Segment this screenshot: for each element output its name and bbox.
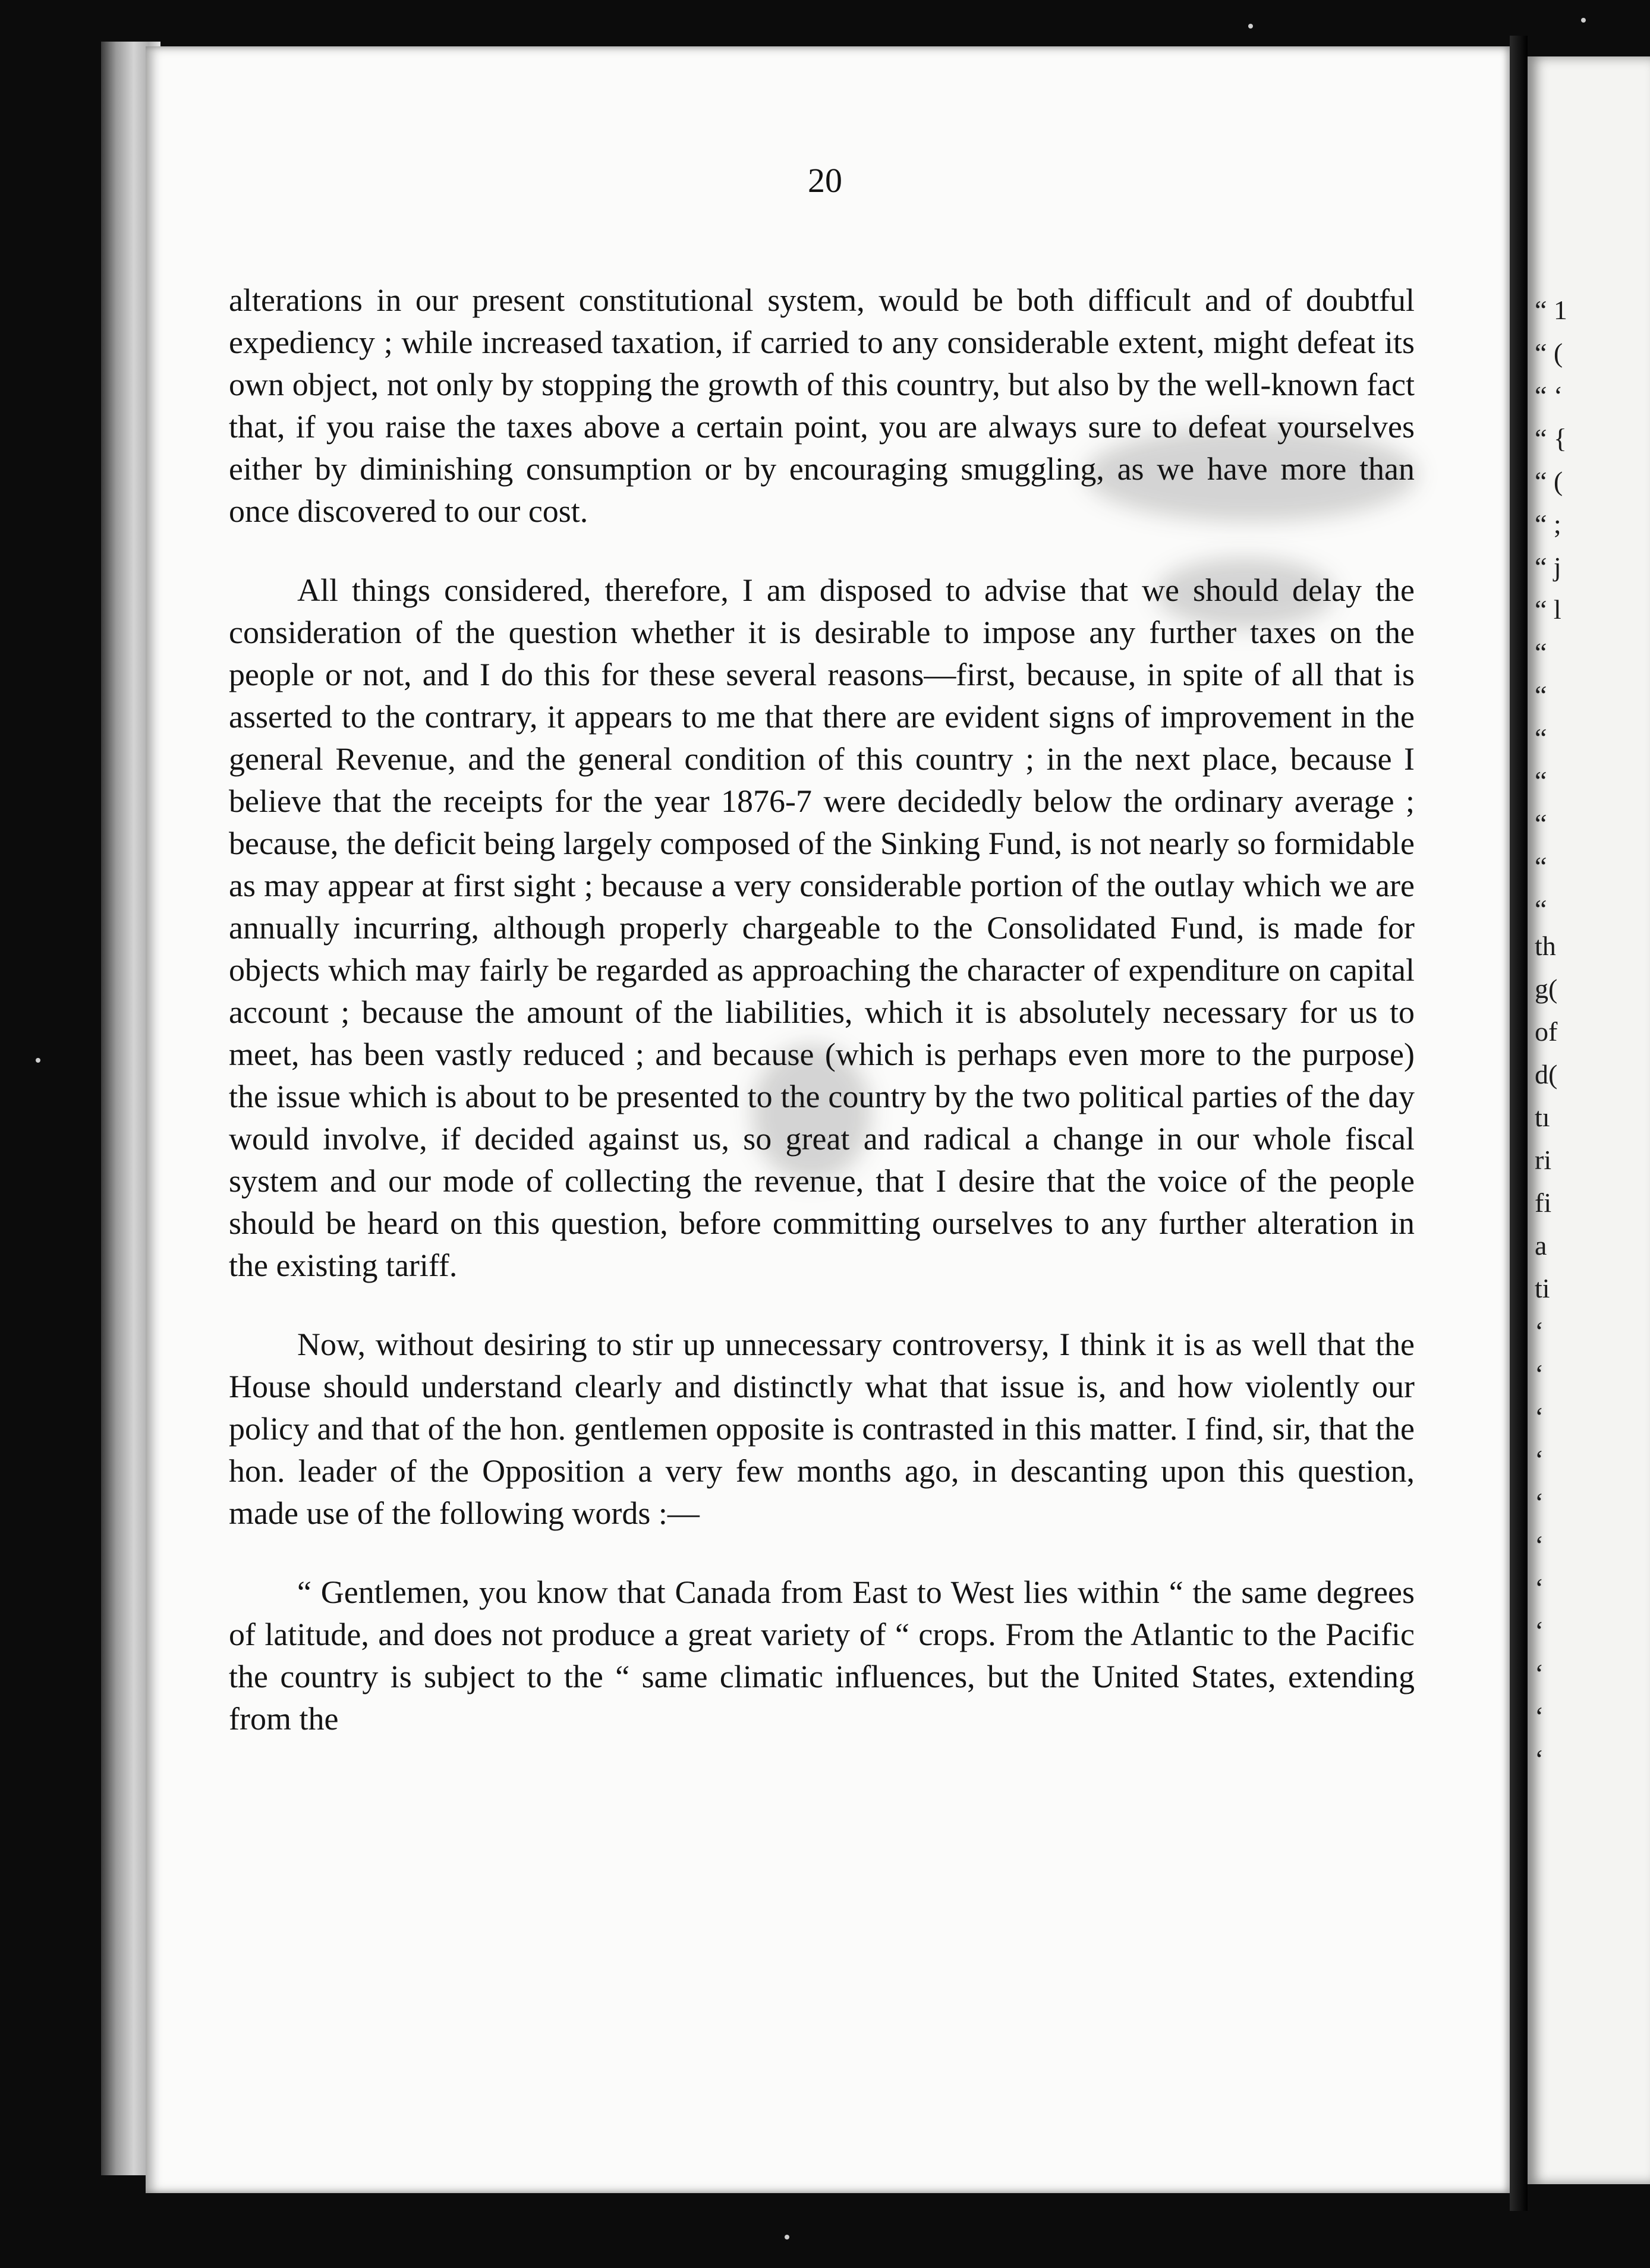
facing-page-fragment: “ { [1535,423,1567,453]
facing-page-fragment: d( [1535,1059,1558,1089]
facing-page-fragment: “ [1535,851,1547,881]
facing-page-fragment: ‘ [1535,1359,1544,1389]
facing-page-fragment: th [1535,931,1556,961]
facing-page-fragment: ti [1535,1273,1550,1303]
facing-page-fragment: “ [1535,808,1547,839]
page-number: 20 [808,161,842,200]
facing-page-fragment: “ ( [1535,338,1563,368]
facing-page-fragment: fi [1535,1187,1552,1218]
paragraph: All things considered, therefore, I am disposed to advise that we should delay the consideration of the question whether it is desirable to impose any further taxes on the people or not, and I do this for these several reasons—first, because, in spite of all that is asserted to the contrary, it appears to me that there are evident signs of improvement in the general Revenue, and the general condition of this country ; in the next place, because I believe that the receipts for the year 1876-7 were decidedly below the ordinary average ; because, the deficit being largely composed of the Sinking Fund, is not nearly so formidable as may appear at first sight ; because a very considerable portion of the outlay which we are annually incurring, although properly chargeable to the Consolidated Fund, is made for objects which may fairly be regarded as approaching the character of expenditure on capital account ; because the amount of the liabilities, which it is absolutely necessary for us to meet, has been vastly reduced ; and because (which is perhaps even more to the purpose) the issue which is about to be presented to the country by the two political parties of the day would involve, if decided against us, so great and radical a change in our whole fiscal system and our mode of collecting the revenue, that I desire that the voice of the people should be heard on this question, before committing ourselves to any further alteration in the existing tariff. [229,572,1415,1283]
facing-page-fragment: ‘ [1535,1744,1544,1774]
dust-speck [1248,24,1253,29]
facing-page-fragment: “ ( [1535,466,1563,496]
facing-page-fragment: “ ‘ [1535,380,1563,411]
facing-page [1528,56,1650,2184]
dust-speck [785,2235,789,2239]
dust-speck [1581,18,1586,23]
facing-page-fragment: “ 1 [1535,295,1567,325]
paragraph: Now, without desiring to stir up unnecessary controversy, I think it is as well that the House should understand clearly and distinctly what that issue is, and how violently our policy and that of the hon. gentlemen opposite is contrasted in this matter. I find, sir, that the hon. leader of the Opposition a very few months ago, in descanting upon this question, made use of the following words :— [229,1327,1415,1531]
facing-page-fragment: ‘ [1535,1401,1544,1432]
facing-page-fragment: tı [1535,1102,1550,1132]
facing-page-fragment: “ [1535,766,1547,796]
paragraph: alterations in our present constitutional system, would be both difficult and of doubtful expediency ; while increased taxation, if carried to any considerable extent, might defeat its own object, not only by stopping the growth of this country, but also by the well-known fact that, if you raise the taxes above a certain point, you are always sure to defeat yourselves either by diminishing consumption or by encouraging smuggling, as we have more than once discovered to our cost. [229,282,1415,529]
facing-page-fragment: “ l [1535,594,1561,625]
facing-page-fragment: g( [1535,974,1558,1004]
book-gutter [1510,36,1528,2211]
facing-page-fragment: “ j [1535,552,1561,582]
facing-page-fragment: “ [1535,723,1547,753]
facing-page-fragment: ‘ [1535,1316,1544,1346]
page-body-text [229,279,1415,1740]
quoted-passage: “ Gentlemen, you know that Canada from East to West lies within “ the same degrees of latitude, and does not produce a great variety of “ crops. From the Atlantic to the Pacific the country is subject to the “ same climatic influences, but the United States, extending from the [229,1574,1415,1737]
facing-page-fragment: ‘ [1535,1530,1544,1560]
facing-page-fragment: ‘ [1535,1573,1544,1603]
facing-page-fragment: ‘ [1535,1701,1544,1731]
facing-page-fragment: ‘ [1535,1487,1544,1517]
facing-page-fragment: “ ; [1535,509,1561,539]
facing-page-fragment: “ [1535,637,1547,667]
facing-page-fragment: ‘ [1535,1444,1544,1475]
facing-page-fragment: “ [1535,680,1547,710]
facing-page-fragment: “ [1535,894,1547,924]
facing-page-fragment: of [1535,1016,1558,1047]
facing-page-fragment: ‘ [1535,1615,1544,1646]
dust-speck [36,1058,40,1063]
facing-page-fragment: a [1535,1230,1547,1261]
facing-page-fragment: ri [1535,1145,1552,1175]
facing-page-fragment: ‘ [1535,1658,1544,1689]
